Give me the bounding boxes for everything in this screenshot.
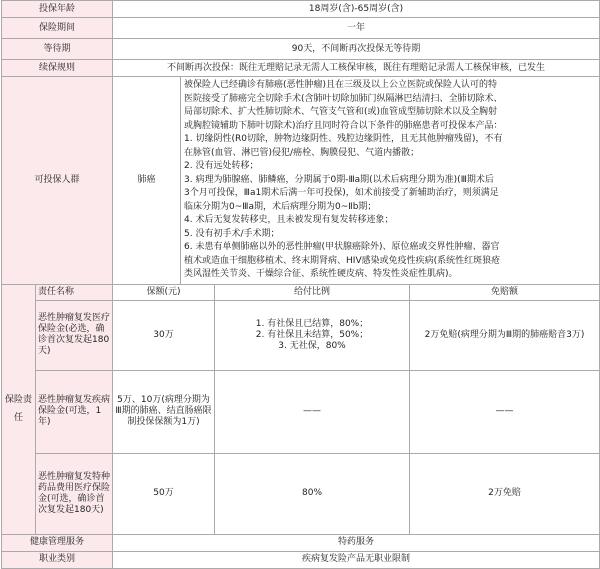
liability-header-ratio: 给付比例 (215, 284, 410, 300)
age-label: 投保年龄 (2, 1, 113, 18)
condition-line: 被保险人已经确诊有肺癌(恶性肿瘤)且在三级及以上公立医院或保险人认可的特 (184, 80, 498, 90)
condition-line: 5. 没有初手术/手术期； (184, 228, 280, 239)
health-label: 健康管理服务 (2, 534, 113, 551)
liability-item-ratio (215, 300, 410, 370)
liability-item-deductible: 2万免赔(病理分期为Ⅲ期的肺癌赔音3万) (410, 300, 600, 370)
condition-line: 医院接受了肺癌完全切除手术(含肺叶切除加肺门纵隔淋巴结清扫、全肺切除术、 (184, 93, 503, 104)
occupation-value: 疾病复发险产品无职业限制 (113, 551, 600, 568)
condition-line: 在脉管(血管、淋巴管)侵犯/癌栓、胸膜侵犯、气道内播散； (184, 147, 420, 158)
condition-line: 类风湿性关节炎、干燥综合征、系统性硬皮病、特发性炎症性肌病)。 (184, 269, 458, 279)
condition-line: 植术或造血干细胞移植术、终末期肾病、HIV感染或免疫性疾病(系统性红斑狼疮 (184, 255, 501, 266)
insurable-disease: 肺癌 (113, 77, 181, 285)
age-value: 18周岁(含)-65周岁(含) (113, 1, 600, 18)
liability-item-deductible: 2万免赔 (410, 453, 600, 534)
liability-item-name: 恶性肿瘤复发疾病保险金(可选，1年) (36, 370, 113, 453)
liability-item-amount: 50万 (113, 453, 215, 534)
policy-table (1, 0, 600, 569)
ratio-line: 1. 有社保且已结算，80%； (255, 318, 369, 329)
renewal-value: 不间断再次投保：既往无理赔记录无需人工核保审核，既往有理赔记录需人工核保审核，已发生 (113, 60, 600, 77)
insurable-conditions (181, 77, 600, 285)
liability-item-deductible: —— (410, 370, 600, 453)
condition-line: 3个月可投保，Ⅲa1期术后满一年可投保)，如术前接受了新辅助治疗，则须满足 (184, 188, 499, 198)
health-value: 特药服务 (113, 534, 600, 551)
liability-header-amount: 保额(元) (113, 284, 215, 300)
liability-item-name: 恶性肿瘤复发医疗保险金(必选，确诊首次复发起180天) (36, 300, 113, 370)
liability-item-name: 恶性肿瘤复发特种药品费用医疗保险金(可选，确诊首次复发起180天) (36, 453, 113, 534)
waiting-label: 等待期 (2, 39, 113, 60)
insurable-label: 可投保人群 (2, 77, 113, 285)
liability-item-ratio: —— (215, 370, 410, 453)
condition-line: 临床分期为0~Ⅲa期，术后病理分期为0~Ⅱb期； (184, 201, 377, 212)
liability-header-name: 责任名称 (36, 284, 113, 300)
occupation-label: 职业类别 (2, 551, 113, 568)
condition-line: 3. 病理为肺腺癌、肺鳞癌，分期属于0期-Ⅲa期(以术后病理分期为准)(Ⅲ期术后 (184, 174, 494, 185)
condition-line: 4. 术后无复发转移史，且未被发现有复发转移迹象； (184, 215, 394, 225)
condition-line: 6. 未患有单侧肺癌以外的恶性肿瘤(甲状腺癌除外)、原位癌或交界性肿瘤、器官 (184, 242, 500, 252)
renewal-label: 续保规则 (2, 60, 113, 77)
liability-header-deductible: 免赔额 (410, 284, 600, 300)
liability-item-ratio: 80% (215, 453, 410, 534)
period-value: 一年 (113, 18, 600, 39)
condition-line: 局部切除术、扩大性肺切除术、气管支气管和(或)血管成型肺切除术以及全胸射 (184, 107, 498, 117)
ratio-line: 2. 有社保且未结算，50%； (255, 329, 369, 340)
liability-label: 保险责任 (2, 284, 36, 534)
liability-item-amount: 30万 (113, 300, 215, 370)
condition-line: 1. 切缘阴性(R0切除，肿物边缘阴性、残腔边缘阴性，且无其他肿瘤残留)，不有 (184, 134, 503, 144)
ratio-line: 3. 无社保，80% (278, 340, 346, 351)
period-label: 保险期间 (2, 18, 113, 39)
waiting-value: 90天，不间断再次投保无等待期 (113, 39, 600, 60)
condition-line: 或胸腔镜辅助下肺叶切除术)治疗且同时符合以下条件的肺癌患者可投保本产品： (184, 120, 503, 131)
condition-line: 2. 没有远处转移； (184, 161, 259, 171)
liability-item-amount: 5万、10万(病理分期为Ⅲ期的肺癌、结直肠癌限制投保保额为1万) (113, 370, 215, 453)
